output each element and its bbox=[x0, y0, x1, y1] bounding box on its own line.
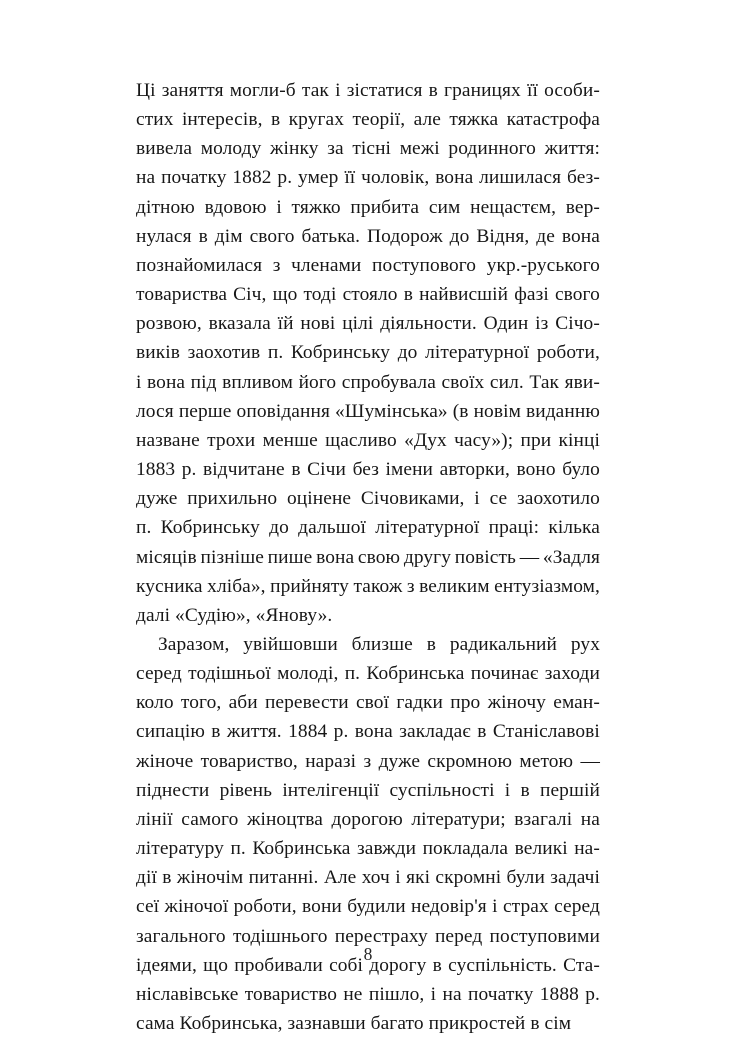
text-line: ідеями, що пробивали собі дорогу в суспільність. Ста- bbox=[136, 954, 600, 976]
text-line: сама Кобринська, зазнавши багато прикростей в сім bbox=[136, 1013, 572, 1034]
text-line: Заразом, увійшовши близше в радикальний рух bbox=[158, 633, 600, 655]
text-line: товариства Січ, що тоді стояло в найвисшій фазі свого bbox=[136, 284, 600, 306]
text-line: вивела молоду жінку за тісні межі родинного життя: bbox=[136, 138, 600, 160]
text-line: назване трохи менше щасливо «Дух часу»); при кінці bbox=[136, 429, 600, 451]
text-line: лінії самого жіноцтва дорогою літератури; взагалі на bbox=[136, 808, 600, 830]
text-line: дуже прихильно оцінене Січовиками, і се заохотило bbox=[136, 488, 600, 510]
text-line: виків заохотив п. Кобринську до літературної роботи, bbox=[136, 342, 600, 364]
text-line: кусника хліба», прийняту також з великим ентузіазмом, bbox=[136, 575, 600, 597]
text-line: сипацію в життя. 1884 р. вона закладає в Станіславові bbox=[136, 721, 600, 743]
text-line: коло того, аби перевести свої гадки про жіночу еман- bbox=[136, 692, 600, 714]
text-line: познайомилася з членами поступового укр.-руського bbox=[136, 254, 600, 276]
text-line: нулася в дім свого батька. Подорож до Відня, де вона bbox=[136, 225, 600, 247]
text-line: дії в жіночім питанні. Але хоч і які скромні були задачі bbox=[136, 867, 600, 889]
text-line: піднести рівень інтелігенції суспільності і в першій bbox=[136, 779, 600, 801]
text-line: лося перше оповідання «Шумінська» (в новім виданню bbox=[136, 400, 600, 422]
text-line: літературу п. Кобринська завжди покладала великі на- bbox=[136, 838, 600, 860]
text-line: серед тодішньої молоді, п. Кобринська починає заходи bbox=[136, 663, 600, 685]
text-line: розвою, вказала їй нові цілі діяльности. Один із Січо- bbox=[136, 313, 600, 335]
text-line: 1883 р. відчитане в Січи без імени авторки, воно було bbox=[136, 459, 600, 481]
text-line: далі «Судію», «Янову». bbox=[136, 604, 333, 626]
text-line: стих інтересів, в кругах теорії, але тяжка катастрофа bbox=[136, 109, 600, 131]
text-line: і вона під впливом його спробувала своїх сил. Так яви- bbox=[136, 371, 600, 393]
text-line: ніславівське товариство не пішло, і на початку 1888 р. bbox=[136, 983, 600, 1005]
text-line: жіноче товариство, наразі з дуже скромною метою — bbox=[136, 750, 600, 772]
text-line: п. Кобринську до дальшої літературної праці: кілька bbox=[136, 517, 600, 539]
text-line: дітною вдовою і тяжко прибита сим нещастєм, вер- bbox=[136, 196, 600, 218]
text-block bbox=[136, 76, 600, 1038]
text-line: на початку 1882 р. умер її чоловік, вона лишилася без- bbox=[136, 167, 600, 189]
text-line: місяців пізніше пише вона свою другу повість — «Задля bbox=[136, 546, 600, 568]
text-line: загального тодішнього перестраху перед поступовими bbox=[136, 925, 600, 947]
paragraph-2 bbox=[136, 630, 600, 1038]
paragraph-1 bbox=[136, 76, 600, 630]
page-number: 8 bbox=[363, 944, 373, 964]
text-line: сеї жіночої роботи, вони будили недовір'я і страх серед bbox=[136, 896, 600, 918]
text-line: Ці заняття могли-б так і зістатися в границях її особи- bbox=[136, 80, 600, 101]
